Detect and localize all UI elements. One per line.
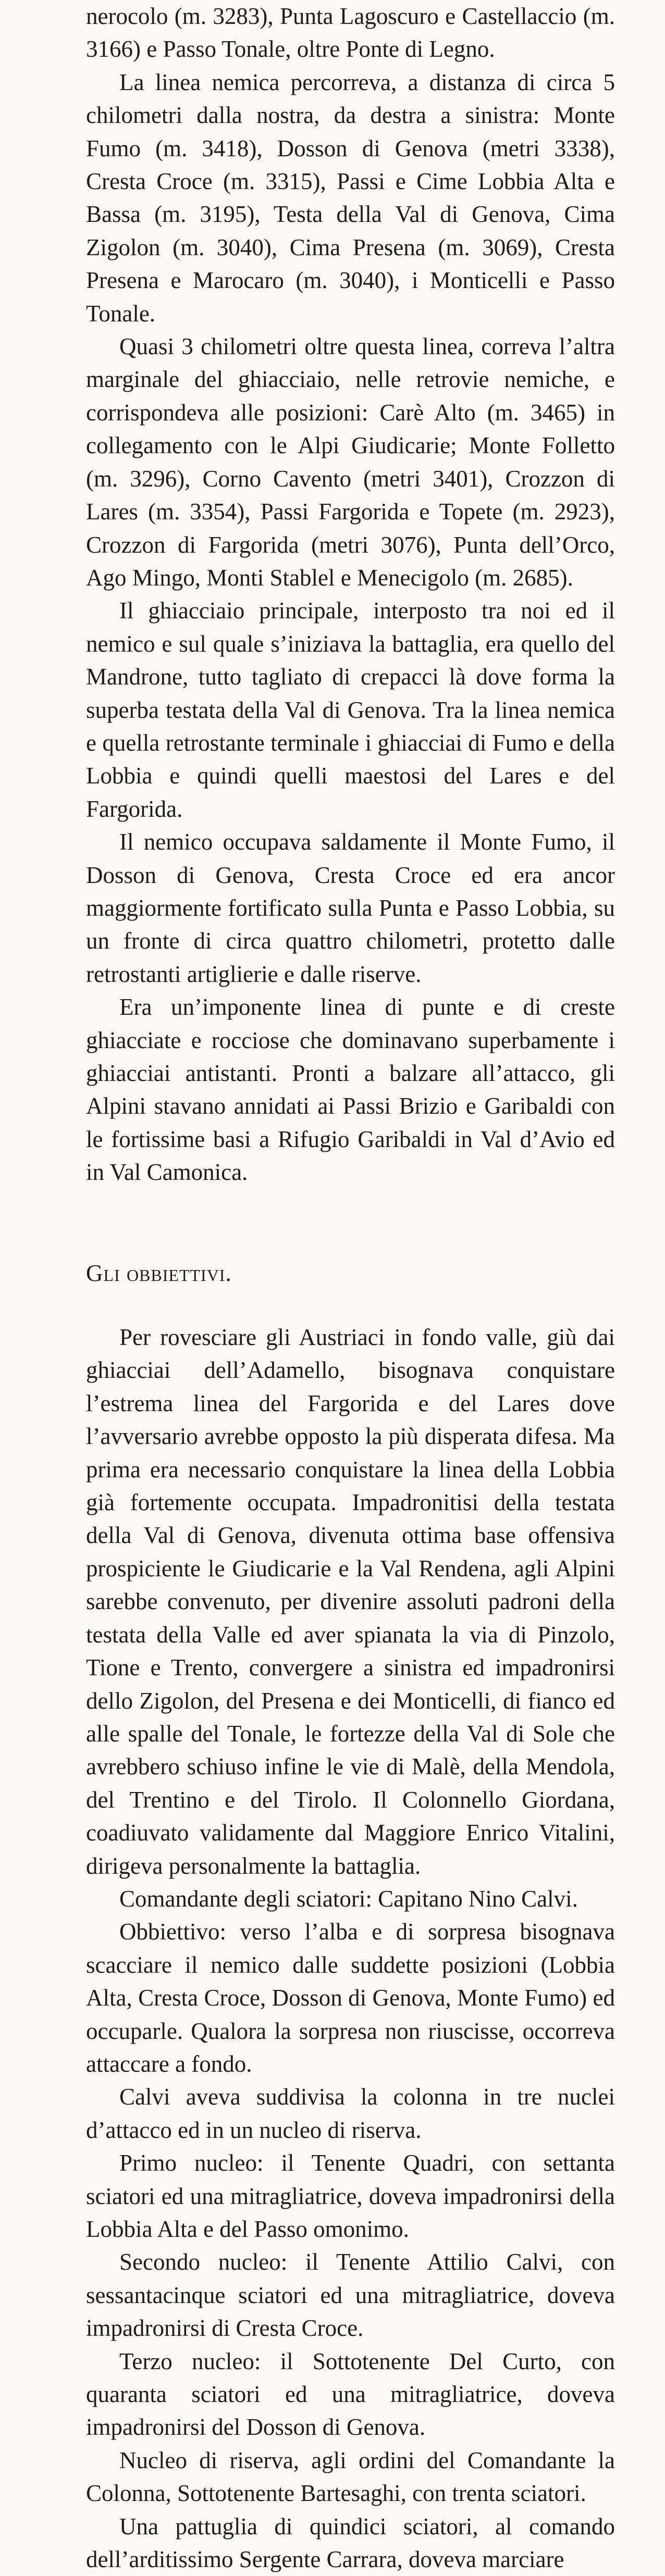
- paragraph: La linea nemica percorreva, a distanza di circa 5 chilometri dalla nostra, da destra a sinistra: Monte Fumo (m. 3418), Dosson di Genova (metri 3338), Cresta Croce (m. 3315), Passi e Cime Lobbia Alta e Bassa (m. 3195), Testa della Val di Genova, Cima Zigolon (m. 3040), Cima Presena (m. 3069), Cresta Presena e Marocaro (m. 3040), i Monticelli e Passo Tonale.: [86, 69, 615, 327]
- paragraph: nerocolo (m. 3283), Punta Lagoscuro e Castellaccio (m. 3166) e Passo Tonale, oltre Ponte di Legno.: [86, 3, 615, 63]
- paragraph: Nucleo di riserva, agli ordini del Comandante la Colonna, Sottotenente Bartesaghi, con trenta sciatori.: [86, 2447, 615, 2507]
- paragraph: Era un’imponente linea di punte e di creste ghiacciate e rocciose che dominavano superbamente i ghiacciai antistanti. Pronti a balzare all’attacco, gli Alpini stavano annidati ai Passi Brizio e Garibaldi con le fortissime basi a Rifugio Garibaldi in Val d’Avio ed in Val Camonica.: [86, 994, 615, 1186]
- paragraph: Quasi 3 chilometri oltre questa linea, correva l’altra marginale del ghiacciaio, nelle retrovie nemiche, e corrispondeva alle posizioni: Carè Alto (m. 3465) in collegamento con le Alpi Giudicarie; Monte Folletto (m. 3296), Corno Cavento (metri 3401), Crozzon di Lares (m. 3354), Passi Fargorida e Topete (m. 2923), Crozzon di Fargorida (metri 3076), Punta dell’Orco, Ago Mingo, Monti Stablel e Menecigolo (m. 2685).: [86, 333, 615, 591]
- paragraph: Il ghiacciaio principale, interposto tra noi ed il nemico e sul quale s’iniziava la battaglia, era quello del Mandrone, tutto tagliato di crepacci là dove forma la superba testata della Val di Genova. Tra la linea nemica e quella retrostante terminale i ghiacciai di Fumo e della Lobbia e quindi quelli maestosi del Lares e del Fargorida.: [86, 598, 615, 822]
- text-block-landscape: [86, 0, 615, 1189]
- book-page: [86, 0, 615, 2576]
- paragraph: Comandante degli sciatori: Capitano Nino Calvi.: [119, 1885, 578, 1912]
- section-heading: Gli obbiettivi.: [86, 1260, 232, 1286]
- paragraph: Il nemico occupava saldamente il Monte Fumo, il Dosson di Genova, Cresta Croce ed era ancor maggiormente fortificato sulla Punta e Passo Lobbia, su un fronte di circa quattro chilometri, protetto dalle retrostanti artiglierie e dalle riserve.: [86, 829, 615, 987]
- text-block-objectives: [86, 1321, 615, 2576]
- paragraph: Per rovesciare gli Austriaci in fondo valle, giù dai ghiacciai dell’Adamello, bisognava conquistare l’estrema linea del Fargorida e del Lares dove l’avversario avrebbe opposto la più disperata difesa. Ma prima era necessario conquistare la linea della Lobbia già fortemente occupata. Impadronitisi della testata della Val di Genova, divenuta ottima base offensiva prospiciente le Giudicarie e la Val Rendena, agli Alpini sarebbe convenuto, per divenire assoluti padroni della testata della Valle ed aver spianata la via di Pinzolo, Tione e Trento, convergere a sinistra ed impadronirsi dello Zigolon, del Presena e dei Monticelli, di fianco ed alle spalle del Tonale, le fortezze della Val di Sole che avrebbero schiuso infine le vie di Malè, della Mendola, del Trentino e del Tirolo. Il Colonnello Giordana, coadiuvato validamente dal Maggiore Enrico Vitalini, dirigeva personalmente la battaglia.: [86, 1324, 615, 1879]
- paragraph: Calvi aveva suddivisa la colonna in tre nuclei d’attacco ed in un nucleo di riserva.: [86, 2084, 615, 2143]
- paragraph: Terzo nucleo: il Sottotenente Del Curto, con quaranta sciatori ed una mitragliatrice, doveva impadronirsi del Dosson di Genova.: [86, 2348, 615, 2441]
- paragraph: Secondo nucleo: il Tenente Attilio Calvi, con sessantacinque sciatori ed una mitragliatrice, doveva impadronirsi di Cresta Croce.: [86, 2249, 615, 2342]
- paragraph: Obbiettivo: verso l’alba e di sorpresa bisognava scacciare il nemico dalle suddette posizioni (Lobbia Alta, Cresta Croce, Dosson di Genova, Monte Fumo) ed occuparle. Qualora la sorpresa non riuscisse, occorreva attaccare a fondo.: [86, 1919, 615, 2077]
- paragraph: Una pattuglia di quindici sciatori, al comando dell’arditissimo Sergente Carrara, doveva marciare: [86, 2513, 615, 2573]
- paragraph: Primo nucleo: il Tenente Quadri, con settanta sciatori ed una mitragliatrice, doveva impadronirsi della Lobbia Alta e del Passo omonimo.: [86, 2150, 615, 2242]
